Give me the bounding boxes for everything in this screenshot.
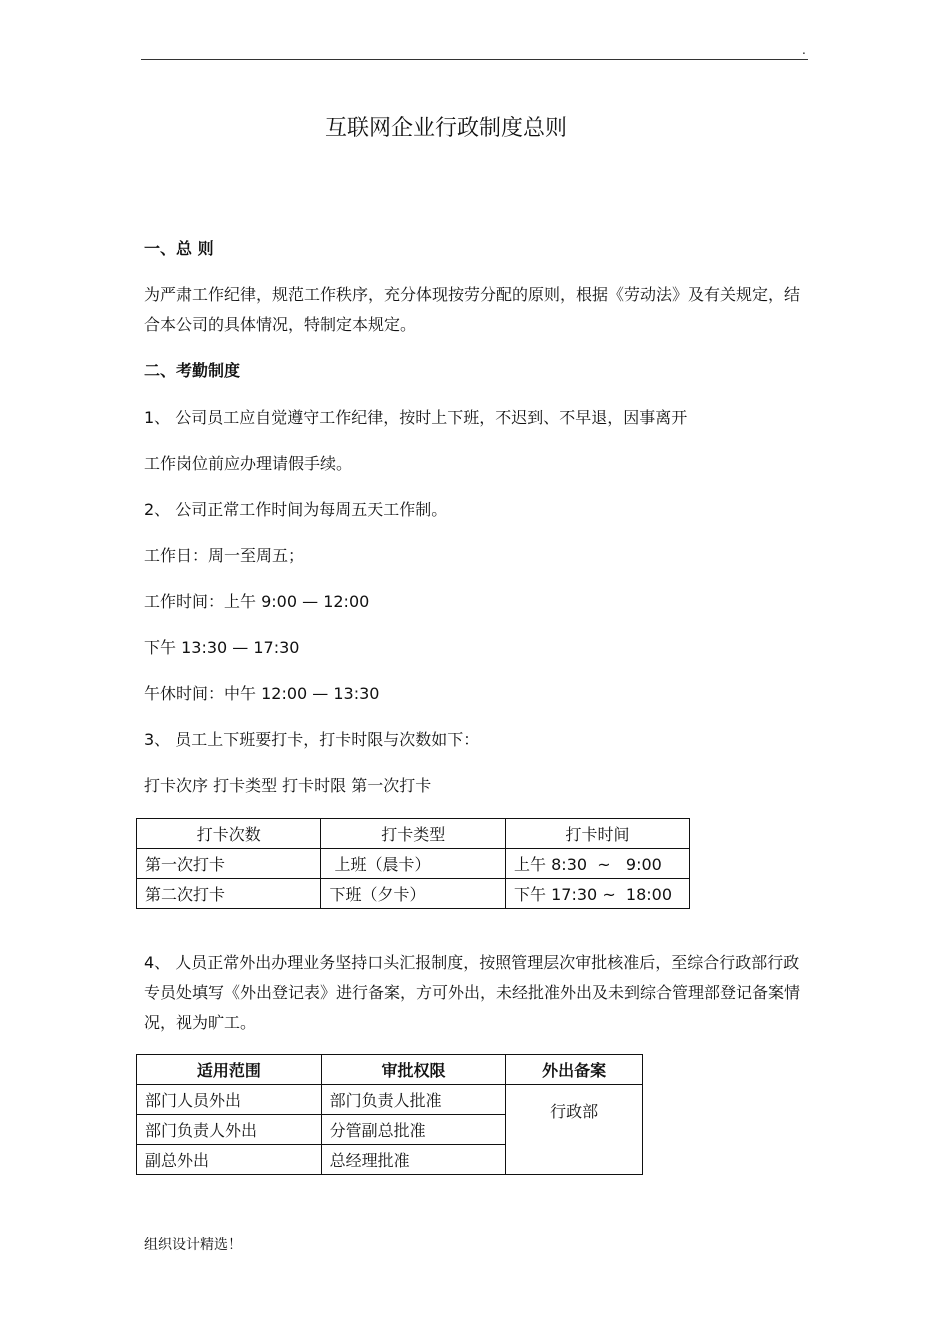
page-title: 互联网企业行政制度总则 [324, 116, 567, 141]
table-row [137, 1085, 643, 1115]
table-cell: 下午 17:30 ~ 18:00 [506, 879, 690, 909]
table-cell: 总经理批准 [321, 1145, 506, 1175]
attendance-item-1-line-1: 1、 公司员工应自觉遵守工作纪律，按时上下班，不迟到、不早退，因事离开 [144, 408, 688, 427]
table-cell: 第二次打卡 [137, 879, 321, 909]
table-row [137, 879, 690, 909]
attendance-item-3-sub: 打卡次序 打卡类型 打卡时限 第一次打卡 [144, 776, 432, 795]
table-cell: 副总外出 [137, 1145, 322, 1175]
table-header-row [137, 819, 690, 849]
table-header-cell: 外出备案 [506, 1055, 643, 1085]
table-cell: 上午 8:30 ~ 9:00 [506, 849, 690, 879]
attendance-item-1-line-2: 工作岗位前应办理请假手续。 [144, 454, 353, 473]
table-header-cell: 审批权限 [321, 1055, 506, 1085]
worktime-am-line: 工作时间：上午 9:00 — 12:00 [144, 592, 370, 611]
worktime-pm-line: 下午 13:30 — 17:30 [144, 638, 300, 657]
table-header-cell: 打卡时间 [506, 819, 690, 849]
section-heading-attendance: 二、考勤制度 [144, 361, 241, 380]
table-row [137, 849, 690, 879]
table-cell: 部门负责人批准 [321, 1085, 506, 1115]
table-header-row [137, 1055, 643, 1085]
page-footer: 组织设计精选！ [144, 1237, 242, 1253]
workday-line: 工作日：周一至周五； [144, 546, 305, 565]
table-header-cell: 打卡类型 [321, 819, 506, 849]
clock-table [136, 818, 690, 909]
table-cell: 上班（晨卡） [321, 849, 506, 879]
table-header-cell: 适用范围 [137, 1055, 322, 1085]
attendance-item-4: 4、 人员正常外出办理业务坚持口头汇报制度，按照管理层次审批核准后，至综合行政部行政专员处填写《外出登记表》进行备案，方可外出，未经批准外出及未到综合管理部登记备案情况，视为旷工。 [144, 953, 801, 1032]
section-heading-general: 一、总 则 [144, 239, 214, 258]
table-header-cell: 打卡次数 [137, 819, 321, 849]
general-paragraph: 为严肃工作纪律，规范工作秩序，充分体现按劳分配的原则，根据《劳动法》及有关规定，结合本公司的具体情况，特制定本规定。 [144, 285, 801, 334]
outing-table [136, 1054, 643, 1175]
attendance-item-3: 3、 员工上下班要打卡，打卡时限与次数如下： [144, 730, 480, 749]
header-rule [141, 59, 808, 60]
table-cell: 第一次打卡 [137, 849, 321, 879]
attendance-item-2: 2、 公司正常工作时间为每周五天工作制。 [144, 500, 448, 519]
table-cell: 下班（夕卡） [321, 879, 506, 909]
lunch-line: 午休时间：中午 12:00 — 13:30 [144, 684, 380, 703]
record-cell: 行政部 [506, 1085, 643, 1175]
header-dot: . [802, 43, 806, 57]
table-cell: 部门负责人外出 [137, 1115, 322, 1145]
table-cell: 分管副总批准 [321, 1115, 506, 1145]
table-cell: 部门人员外出 [137, 1085, 322, 1115]
